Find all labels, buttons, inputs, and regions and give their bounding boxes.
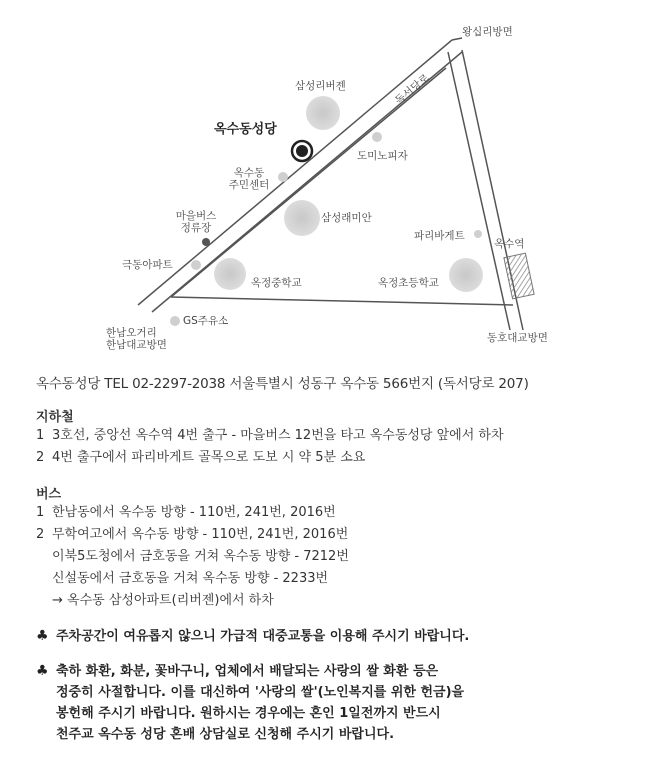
label-hannam: 한남오거리 한남대교방면 (106, 327, 167, 351)
label-village-bus-stop: 마을버스 정류장 (175, 210, 217, 234)
label-samsung-riverzen: 삼성리버젠 (295, 80, 346, 92)
community-center-dot (278, 172, 288, 182)
bus-heading: 버스 (36, 487, 62, 502)
directions-info (36, 372, 649, 745)
subway-item: 1 3호선, 중앙선 옥수역 4번 출구 - 마을버스 12번을 타고 옥수동성당 앞에서 하차 (36, 428, 504, 443)
location-map (0, 0, 659, 365)
subway-heading: 지하철 (36, 410, 74, 425)
label-dokseodang-ro: 독서당로 (393, 71, 432, 108)
gs-station-dot (170, 316, 180, 326)
flower-notice: ♣ 축하 화환, 화분, 꽃바구니, 업체에서 배달되는 사랑의 쌀 화환 등은 정중히 사절합니다. 이를 대신하여 '사랑의 쌀'(노인복지를 위한 헌금)을 봉헌해 주시기 바랍니다. 원하시는 경우에는 혼인 1일전까지 반드시 천주교 옥수동 성당 혼배 상담실로 신청해 주시기 바랍니다. (36, 661, 649, 745)
okjeong-elem-marker (449, 258, 483, 292)
label-paris-baguette: 파리바게트 (414, 230, 465, 242)
label-wangsimni: 왕십리방면 (462, 26, 513, 38)
label-oksu-station: 옥수역 (494, 238, 525, 250)
road-bottom (171, 297, 513, 305)
label-gs-station: GS주유소 (183, 315, 229, 327)
label-domino-pizza: 도미노피자 (357, 150, 408, 162)
label-samsung-raemian: 삼성래미안 (321, 212, 372, 224)
oksu-station-block (504, 253, 534, 299)
parking-notice: ♣ 주차공간이 여유롭지 않으니 가급적 대중교통을 이용해 주시기 바랍니다. (36, 626, 649, 647)
church-marker-icon (292, 141, 312, 161)
okjeong-middle-marker (214, 258, 246, 290)
club-icon: ♣ (36, 663, 49, 679)
label-okjeong-elementary: 옥정초등학교 (378, 277, 439, 289)
label-community-center: 옥수동 주민센터 (228, 167, 270, 191)
church-contact-line: 옥수동성당 TEL 02-2297-2038 서울특별시 성동구 옥수동 566번지 (독서당로 207) (36, 376, 529, 392)
label-oksu-church: 옥수동성당 (214, 122, 277, 137)
label-geukdong-apt: 극동아파트 (122, 259, 173, 271)
club-icon: ♣ (36, 628, 49, 644)
label-okjeong-middle: 옥정중학교 (251, 277, 302, 289)
samsung-riverzen-marker (306, 96, 340, 130)
geukdong-dot (191, 260, 201, 270)
domino-pizza-dot (372, 132, 382, 142)
paris-baguette-dot (474, 230, 482, 238)
samsung-raemian-marker (284, 200, 320, 236)
bus-item: 2 무학여고에서 옥수동 방향 - 110번, 241번, 2016번 (36, 527, 349, 542)
bus-item: 1 한남동에서 옥수동 방향 - 110번, 241번, 2016번 (36, 505, 336, 520)
subway-item: 2 4번 출구에서 파리바게트 골목으로 도보 시 약 5분 소요 (36, 450, 366, 465)
village-bus-stop-dot (202, 238, 210, 246)
bus-extra-line: 이북5도청에서 금호동을 거쳐 옥수동 방향 - 7212번 (52, 549, 349, 564)
bus-extra-line: 신설동에서 금호동을 거쳐 옥수동 방향 - 2233번 (52, 571, 329, 586)
bus-extra-line: → 옥수동 삼성아파트(리버젠)에서 하차 (52, 593, 274, 608)
road-spur (452, 38, 462, 40)
label-dongho: 동호대교방면 (487, 332, 548, 344)
